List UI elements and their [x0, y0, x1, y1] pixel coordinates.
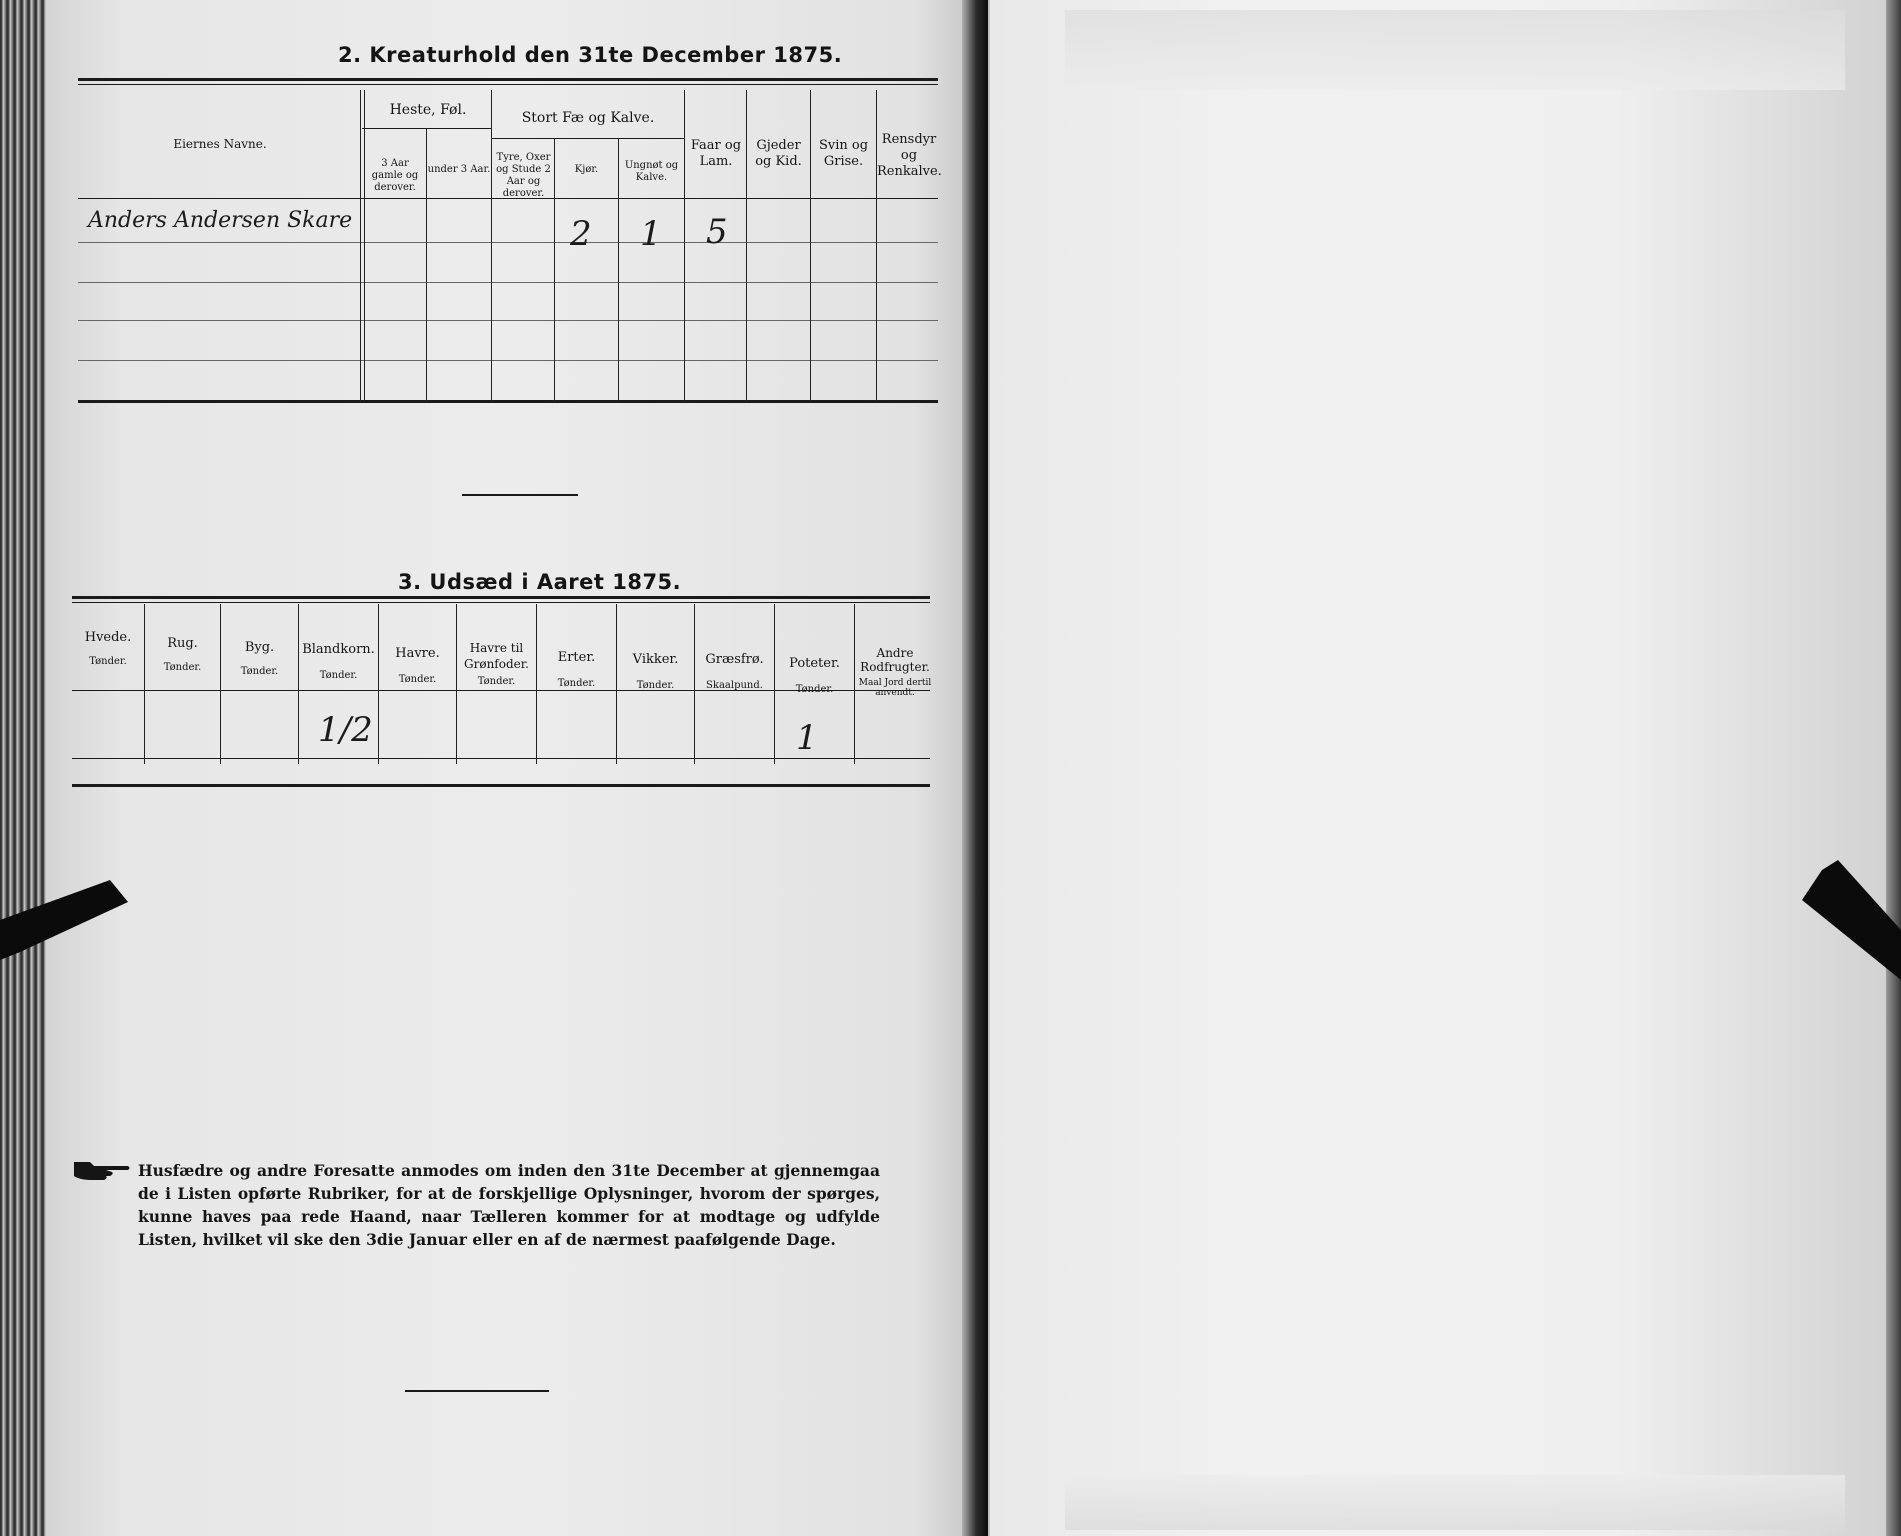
cattle-group-header: Stort Fæ og Kalve. — [521, 110, 655, 126]
col-rule — [684, 90, 685, 402]
col-name: Havre til Grønfoder. — [464, 641, 529, 671]
col-unit: Tønder. — [477, 676, 516, 687]
col-name: Byg. — [244, 640, 275, 655]
sowing-title: 3. Udsæd i Aaret 1875. — [398, 570, 682, 594]
table-rule — [72, 602, 930, 603]
col-unit: Tønder. — [557, 678, 596, 689]
sheep-value: 5 — [706, 212, 728, 252]
right-page-bleed-top — [1065, 10, 1845, 90]
col-unit: Tønder. — [163, 662, 202, 673]
book-edge-right — [1886, 0, 1901, 1536]
separator-short — [462, 494, 578, 496]
col-rule — [364, 90, 365, 402]
horses-group-header: Heste, Føl. — [389, 102, 467, 118]
col-andre-rodfrugter — [855, 646, 935, 698]
page-clip-right — [1802, 860, 1901, 990]
reindeer-header: Rensdyr og Renkalve. — [877, 132, 942, 179]
poteter-value: 1 — [796, 718, 818, 758]
col-rule — [360, 90, 361, 402]
table-rule — [78, 84, 938, 85]
col-rule — [491, 90, 492, 402]
col-name: Havre. — [395, 646, 440, 661]
table-rule — [72, 596, 930, 599]
col-hvede — [72, 630, 144, 668]
col-blandkorn — [299, 642, 378, 682]
table-rule — [78, 400, 938, 403]
separator-bottom — [405, 1390, 549, 1392]
col-rule — [554, 138, 555, 402]
col-unit: Tønder. — [398, 674, 437, 685]
table-rule — [78, 78, 938, 81]
col-unit: Tønder. — [89, 656, 127, 667]
right-page-bleed-bottom — [1065, 1475, 1845, 1530]
table-rule — [78, 360, 938, 361]
group-rule — [492, 138, 684, 139]
col-name: Rug. — [167, 636, 198, 651]
col-erter — [537, 650, 616, 690]
goats-header: Gjeder og Kid. — [755, 138, 802, 169]
cows-value: 2 — [570, 214, 592, 254]
pigs-header: Svin og Grise. — [818, 138, 869, 169]
col-name: Vikker. — [632, 652, 679, 667]
col-havre-gronfoder — [457, 640, 536, 688]
col-unit: Tønder. — [240, 666, 279, 677]
page-clip-left — [0, 880, 140, 980]
col-name: Poteter. — [789, 656, 840, 671]
notice-text: Husfædre og andre Foresatte anmodes om inden den 31te December at gjennemgaa de i Listen opførte Rubriker, for at de forskjellige Oplysninger, hvorom der spørges, kunne haves paa rede Haand, naar Tælleren kommer for at modtage og udfylde Listen, hvilket vil ske den 3die Januar eller en af de nærmest paafølgende Dage. — [138, 1161, 880, 1249]
sheep-header: Faar og Lam. — [690, 138, 742, 169]
col-unit: Tønder. — [636, 680, 675, 691]
young-cattle-value: 1 — [640, 214, 662, 254]
owner-name-handwritten: Anders Andersen Skare — [88, 208, 353, 233]
horses-3yr-header: 3 Aar gamle og derover. — [371, 158, 419, 193]
right-page — [990, 0, 1888, 1536]
col-byg — [221, 640, 298, 678]
col-name: Græsfrø. — [705, 652, 764, 667]
col-unit: Tønder. — [319, 670, 358, 681]
col-unit: Maal Jord dertil anvendt. — [858, 678, 932, 698]
col-unit: Skaalpund. — [706, 680, 763, 691]
col-rule — [810, 90, 811, 402]
table-rule — [78, 242, 938, 243]
col-unit: Tønder. — [795, 684, 834, 695]
owner-header: Eiernes Navne. — [173, 137, 267, 151]
book-gutter — [962, 0, 988, 1536]
col-name: Andre Rodfrugter. — [860, 646, 930, 674]
col-rule — [746, 90, 747, 402]
col-poteter — [775, 656, 854, 696]
horses-under3-header: under 3 Aar. — [427, 164, 491, 175]
blandkorn-value: 1/2 — [318, 710, 373, 750]
pointing-hand-icon — [72, 1158, 132, 1184]
cattle-young-header: Ungnøt og Kalve. — [624, 160, 679, 183]
col-vikker — [617, 652, 694, 692]
col-name: Erter. — [557, 650, 596, 665]
table-rule — [72, 784, 930, 787]
col-graesfro — [695, 652, 774, 692]
table-rule — [78, 320, 938, 321]
cattle-cows-header: Kjør. — [574, 164, 599, 175]
col-rule — [144, 604, 145, 764]
col-rule — [220, 604, 221, 764]
group-rule — [362, 128, 492, 129]
col-name: Blandkorn. — [302, 642, 375, 657]
table-rule — [72, 758, 930, 759]
cattle-bulls-header: Tyre, Oxer og Stude 2 Aar og derover. — [496, 152, 551, 199]
col-name: Hvede. — [84, 630, 132, 645]
table-rule — [78, 282, 938, 283]
col-havre — [379, 646, 456, 686]
livestock-title: 2. Kreaturhold den 31te December 1875. — [338, 43, 843, 67]
col-rug — [145, 636, 220, 674]
col-rule — [298, 604, 299, 764]
